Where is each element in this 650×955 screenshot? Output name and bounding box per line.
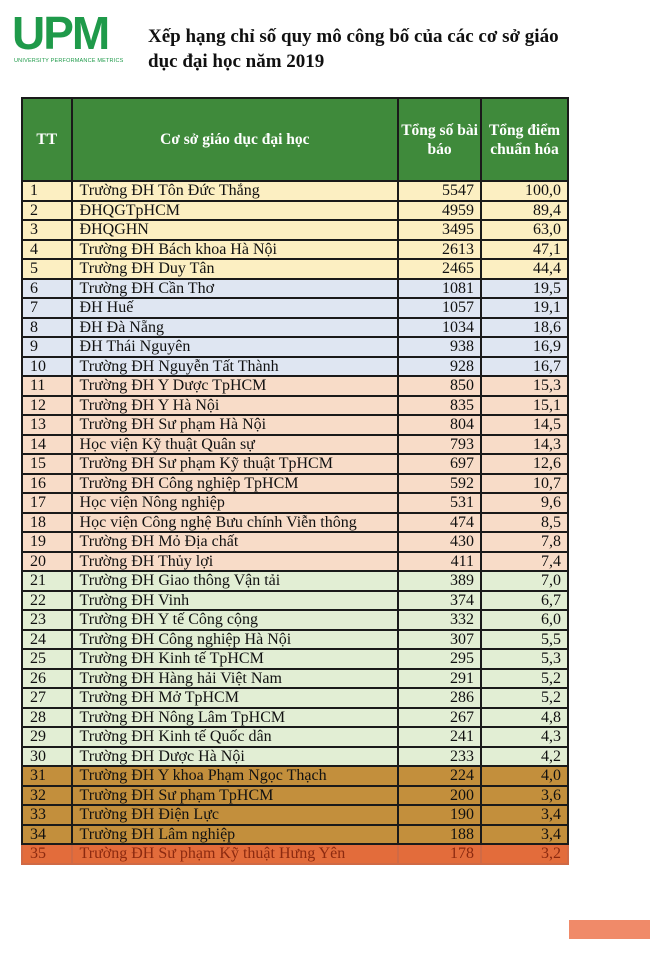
table-row — [22, 747, 568, 767]
title-line-1: Xếp hạng chỉ số quy mô công bố của các cơ sở giáo — [148, 26, 559, 47]
institution-cell: ĐH Huế — [72, 298, 399, 318]
table-row — [22, 825, 568, 845]
rank-cell: 20 — [22, 552, 72, 572]
institution-cell: Trường ĐH Giao thông Vận tải — [72, 571, 399, 591]
page-title — [148, 24, 628, 74]
score-cell: 3,2 — [481, 844, 568, 864]
rank-cell: 28 — [22, 708, 72, 728]
title-line-2: dục đại học năm 2019 — [148, 51, 325, 72]
table-row — [22, 805, 568, 825]
score-cell: 15,1 — [481, 396, 568, 416]
table-row — [22, 337, 568, 357]
institution-cell: Học viện Kỹ thuật Quân sự — [72, 435, 399, 455]
papers-cell: 793 — [398, 435, 481, 455]
institution-cell: ĐHQGHN — [72, 220, 399, 240]
score-cell: 100,0 — [481, 181, 568, 201]
papers-cell: 928 — [398, 357, 481, 377]
rank-cell: 1 — [22, 181, 72, 201]
rank-cell: 6 — [22, 279, 72, 299]
score-cell: 14,5 — [481, 415, 568, 435]
papers-cell: 178 — [398, 844, 481, 864]
score-cell: 5,2 — [481, 669, 568, 689]
table-header-row — [22, 98, 568, 181]
papers-cell: 697 — [398, 454, 481, 474]
table-row — [22, 493, 568, 513]
institution-cell: Trường ĐH Duy Tân — [72, 259, 399, 279]
institution-cell: Trường ĐH Vinh — [72, 591, 399, 611]
table-row — [22, 376, 568, 396]
score-cell: 3,4 — [481, 805, 568, 825]
papers-cell: 835 — [398, 396, 481, 416]
institution-cell: Trường ĐH Hàng hải Việt Nam — [72, 669, 399, 689]
institution-cell: Trường ĐH Sư phạm Kỹ thuật TpHCM — [72, 454, 399, 474]
score-cell: 9,6 — [481, 493, 568, 513]
institution-cell: Trường ĐH Mở TpHCM — [72, 688, 399, 708]
rank-cell: 21 — [22, 571, 72, 591]
rank-cell: 26 — [22, 669, 72, 689]
papers-cell: 267 — [398, 708, 481, 728]
papers-cell: 295 — [398, 649, 481, 669]
institution-cell: Trường ĐH Điện Lực — [72, 805, 399, 825]
score-cell: 19,1 — [481, 298, 568, 318]
institution-cell: Trường ĐH Y Dược TpHCM — [72, 376, 399, 396]
institution-cell: Trường ĐH Kinh tế Quốc dân — [72, 727, 399, 747]
institution-cell: Trường ĐH Kinh tế TpHCM — [72, 649, 399, 669]
institution-cell: Trường ĐH Lâm nghiệp — [72, 825, 399, 845]
rank-cell: 7 — [22, 298, 72, 318]
table-row — [22, 630, 568, 650]
papers-cell: 200 — [398, 786, 481, 806]
table-row — [22, 279, 568, 299]
institution-cell: Trường ĐH Nguyễn Tất Thành — [72, 357, 399, 377]
table-row — [22, 844, 568, 864]
score-cell: 5,2 — [481, 688, 568, 708]
institution-cell: Trường ĐH Y Hà Nội — [72, 396, 399, 416]
institution-cell: Trường ĐH Công nghiệp TpHCM — [72, 474, 399, 494]
rank-cell: 12 — [22, 396, 72, 416]
rank-cell: 29 — [22, 727, 72, 747]
rank-cell: 9 — [22, 337, 72, 357]
table-row — [22, 474, 568, 494]
rank-cell: 30 — [22, 747, 72, 767]
rank-cell: 4 — [22, 240, 72, 260]
table-row — [22, 649, 568, 669]
papers-cell: 474 — [398, 513, 481, 533]
table-row — [22, 513, 568, 533]
table-row — [22, 454, 568, 474]
papers-cell: 1034 — [398, 318, 481, 338]
score-cell: 19,5 — [481, 279, 568, 299]
rank-cell: 13 — [22, 415, 72, 435]
papers-cell: 531 — [398, 493, 481, 513]
rank-cell: 27 — [22, 688, 72, 708]
table-row — [22, 201, 568, 221]
institution-cell: ĐH Thái Nguyên — [72, 337, 399, 357]
column-header-tt: TT — [22, 98, 72, 181]
institution-cell: Trường ĐH Mỏ Địa chất — [72, 532, 399, 552]
score-cell: 3,6 — [481, 786, 568, 806]
institution-cell: Trường ĐH Dược Hà Nội — [72, 747, 399, 767]
table-row — [22, 610, 568, 630]
upm-logo — [12, 7, 134, 68]
score-cell: 7,4 — [481, 552, 568, 572]
score-cell: 5,5 — [481, 630, 568, 650]
rank-cell: 23 — [22, 610, 72, 630]
papers-cell: 188 — [398, 825, 481, 845]
table-row — [22, 591, 568, 611]
table-row — [22, 552, 568, 572]
column-header-papers: Tổng số bài báo — [398, 98, 481, 181]
score-cell: 4,0 — [481, 766, 568, 786]
table-row — [22, 532, 568, 552]
institution-cell: Trường ĐH Sư phạm TpHCM — [72, 786, 399, 806]
score-cell: 7,0 — [481, 571, 568, 591]
institution-cell: Trường ĐH Cần Thơ — [72, 279, 399, 299]
table-row — [22, 181, 568, 201]
papers-cell: 389 — [398, 571, 481, 591]
score-cell: 3,4 — [481, 825, 568, 845]
institution-cell: Học viện Công nghệ Bưu chính Viễn thông — [72, 513, 399, 533]
column-header-institution: Cơ sở giáo dục đại học — [72, 98, 399, 181]
papers-cell: 938 — [398, 337, 481, 357]
ranking-table — [21, 97, 569, 865]
institution-cell: Trường ĐH Bách khoa Hà Nội — [72, 240, 399, 260]
rank-cell: 22 — [22, 591, 72, 611]
page-header — [0, 0, 650, 90]
institution-cell: ĐHQGTpHCM — [72, 201, 399, 221]
score-cell: 4,3 — [481, 727, 568, 747]
papers-cell: 241 — [398, 727, 481, 747]
papers-cell: 804 — [398, 415, 481, 435]
institution-cell: Trường ĐH Y khoa Phạm Ngọc Thạch — [72, 766, 399, 786]
table-row — [22, 298, 568, 318]
papers-cell: 233 — [398, 747, 481, 767]
score-cell: 89,4 — [481, 201, 568, 221]
rank-cell: 17 — [22, 493, 72, 513]
rank-cell: 32 — [22, 786, 72, 806]
table-row — [22, 357, 568, 377]
rank-cell: 3 — [22, 220, 72, 240]
table-row — [22, 415, 568, 435]
papers-cell: 190 — [398, 805, 481, 825]
logo-wordmark: UPM — [12, 7, 109, 59]
papers-cell: 3495 — [398, 220, 481, 240]
rank-cell: 33 — [22, 805, 72, 825]
rank-cell: 34 — [22, 825, 72, 845]
papers-cell: 5547 — [398, 181, 481, 201]
table-row — [22, 571, 568, 591]
score-cell: 10,7 — [481, 474, 568, 494]
table-row — [22, 786, 568, 806]
rank-cell: 5 — [22, 259, 72, 279]
score-cell: 7,8 — [481, 532, 568, 552]
score-cell: 16,9 — [481, 337, 568, 357]
rank-cell: 16 — [22, 474, 72, 494]
institution-cell: Trường ĐH Y tế Công cộng — [72, 610, 399, 630]
table-body — [22, 181, 568, 864]
score-cell: 4,8 — [481, 708, 568, 728]
papers-cell: 1057 — [398, 298, 481, 318]
papers-cell: 2613 — [398, 240, 481, 260]
rank-cell: 31 — [22, 766, 72, 786]
rank-cell: 8 — [22, 318, 72, 338]
rank-cell: 18 — [22, 513, 72, 533]
logo-subtitle: UNIVERSITY PERFORMANCE METRICS — [14, 58, 124, 64]
institution-cell: Trường ĐH Thủy lợi — [72, 552, 399, 572]
score-cell: 44,4 — [481, 259, 568, 279]
table-row — [22, 766, 568, 786]
rank-cell: 15 — [22, 454, 72, 474]
papers-cell: 224 — [398, 766, 481, 786]
rank-cell: 10 — [22, 357, 72, 377]
table-row — [22, 727, 568, 747]
papers-cell: 592 — [398, 474, 481, 494]
table-row — [22, 435, 568, 455]
table-row — [22, 708, 568, 728]
table-row — [22, 259, 568, 279]
rank-cell: 2 — [22, 201, 72, 221]
rank-cell: 19 — [22, 532, 72, 552]
table-row — [22, 688, 568, 708]
table-row — [22, 318, 568, 338]
score-cell: 15,3 — [481, 376, 568, 396]
score-cell: 8,5 — [481, 513, 568, 533]
score-cell: 6,0 — [481, 610, 568, 630]
score-cell: 63,0 — [481, 220, 568, 240]
papers-cell: 1081 — [398, 279, 481, 299]
rank-cell: 35 — [22, 844, 72, 864]
papers-cell: 4959 — [398, 201, 481, 221]
score-cell: 47,1 — [481, 240, 568, 260]
score-cell: 6,7 — [481, 591, 568, 611]
papers-cell: 291 — [398, 669, 481, 689]
papers-cell: 430 — [398, 532, 481, 552]
papers-cell: 332 — [398, 610, 481, 630]
rank-cell: 11 — [22, 376, 72, 396]
papers-cell: 411 — [398, 552, 481, 572]
institution-cell: Trường ĐH Tôn Đức Thắng — [72, 181, 399, 201]
table-row — [22, 220, 568, 240]
table-row — [22, 396, 568, 416]
papers-cell: 374 — [398, 591, 481, 611]
institution-cell: Trường ĐH Nông Lâm TpHCM — [72, 708, 399, 728]
rank-cell: 25 — [22, 649, 72, 669]
column-header-score: Tổng điểm chuẩn hóa — [481, 98, 568, 181]
score-cell: 5,3 — [481, 649, 568, 669]
institution-cell: Trường ĐH Công nghiệp Hà Nội — [72, 630, 399, 650]
table-row — [22, 669, 568, 689]
table-row — [22, 240, 568, 260]
score-cell: 14,3 — [481, 435, 568, 455]
institution-cell: Trường ĐH Sư phạm Kỹ thuật Hưng Yên — [72, 844, 399, 864]
rank-cell: 14 — [22, 435, 72, 455]
papers-cell: 307 — [398, 630, 481, 650]
papers-cell: 850 — [398, 376, 481, 396]
papers-cell: 2465 — [398, 259, 481, 279]
papers-cell: 286 — [398, 688, 481, 708]
score-cell: 4,2 — [481, 747, 568, 767]
institution-cell: Trường ĐH Sư phạm Hà Nội — [72, 415, 399, 435]
score-cell: 12,6 — [481, 454, 568, 474]
decorative-stripe — [569, 920, 650, 939]
score-cell: 18,6 — [481, 318, 568, 338]
rank-cell: 24 — [22, 630, 72, 650]
institution-cell: ĐH Đà Nẵng — [72, 318, 399, 338]
score-cell: 16,7 — [481, 357, 568, 377]
institution-cell: Học viện Nông nghiệp — [72, 493, 399, 513]
